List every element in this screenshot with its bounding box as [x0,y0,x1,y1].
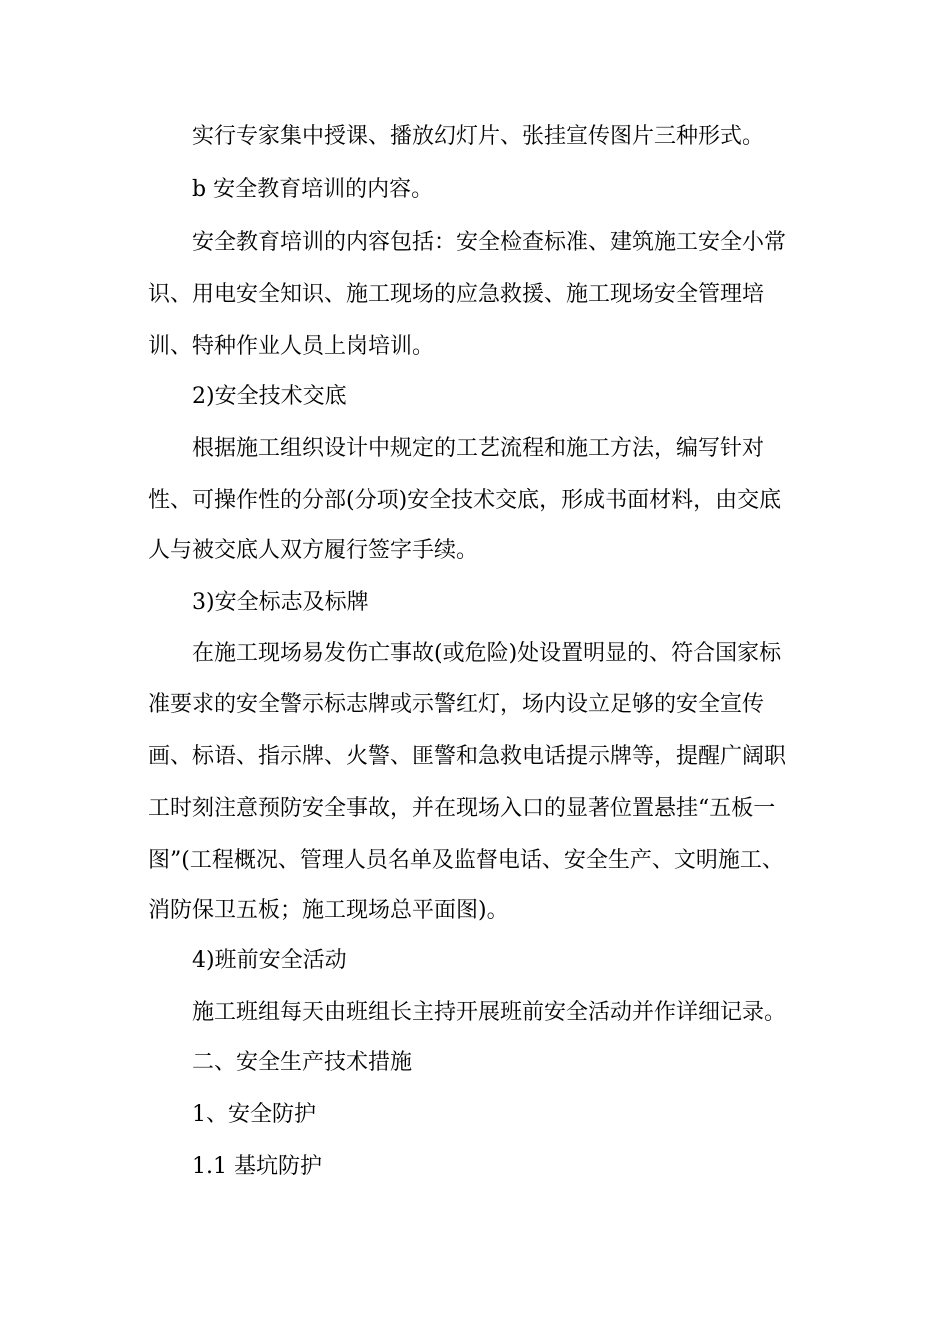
paragraph-signs-line-6: 消防保卫五板；施工现场总平面图)。 [148,898,509,923]
paragraph-signs-line-2: 准要求的安全警示标志牌或示警红灯，场内设立足够的安全宣传 [148,692,765,717]
paragraph-briefing-line-1: 根据施工组织设计中规定的工艺流程和施工方法，编写针对 [192,436,765,461]
paragraph-training-content-line-2: 识、用电安全知识、施工现场的应急救援、施工现场安全管理培 [148,282,765,307]
paragraph-training-forms: 实行专家集中授课、播放幻灯片、张挂宣传图片三种形式。 [192,124,765,149]
paragraph-signs-line-1: 在施工现场易发伤亡事故(或危险)处设置明显的、符合国家标 [192,641,782,666]
paragraph-training-content-line-1: 安全教育培训的内容包括：安全检查标准、建筑施工安全小常 [192,230,787,255]
paragraph-signs-line-5: 图”(工程概况、管理人员名单及监督电话、安全生产、文明施工、 [148,848,784,873]
paragraph-signs-line-4: 工时刻注意预防安全事故，并在现场入口的显著位置悬挂“五板一 [148,796,776,821]
heading-4-pre-shift-activity: 4)班前安全活动 [192,948,347,973]
item-b-training-content-heading: b 安全教育培训的内容。 [192,177,434,202]
section-heading-technical-measures: 二、安全生产技术措施 [192,1050,413,1075]
subsection-heading-pit-protection: 1.1 基坑防护 [192,1154,322,1179]
subsection-heading-safety-protection: 1、安全防护 [192,1102,316,1127]
paragraph-training-content-line-3: 训、特种作业人员上岗培训。 [148,334,435,359]
paragraph-briefing-line-2: 性、可操作性的分部(分项)安全技术交底，形成书面材料，由交底 [148,488,782,513]
paragraph-pre-shift-activity: 施工班组每天由班组长主持开展班前安全活动并作详细记录。 [192,1000,787,1025]
heading-2-safety-briefing: 2)安全技术交底 [192,384,347,409]
paragraph-signs-line-3: 画、标语、指示牌、火警、匪警和急救电话提示牌等，提醒广阔职 [148,744,787,769]
heading-3-safety-signs: 3)安全标志及标牌 [192,590,369,615]
paragraph-briefing-line-3: 人与被交底人双方履行签字手续。 [148,538,479,563]
